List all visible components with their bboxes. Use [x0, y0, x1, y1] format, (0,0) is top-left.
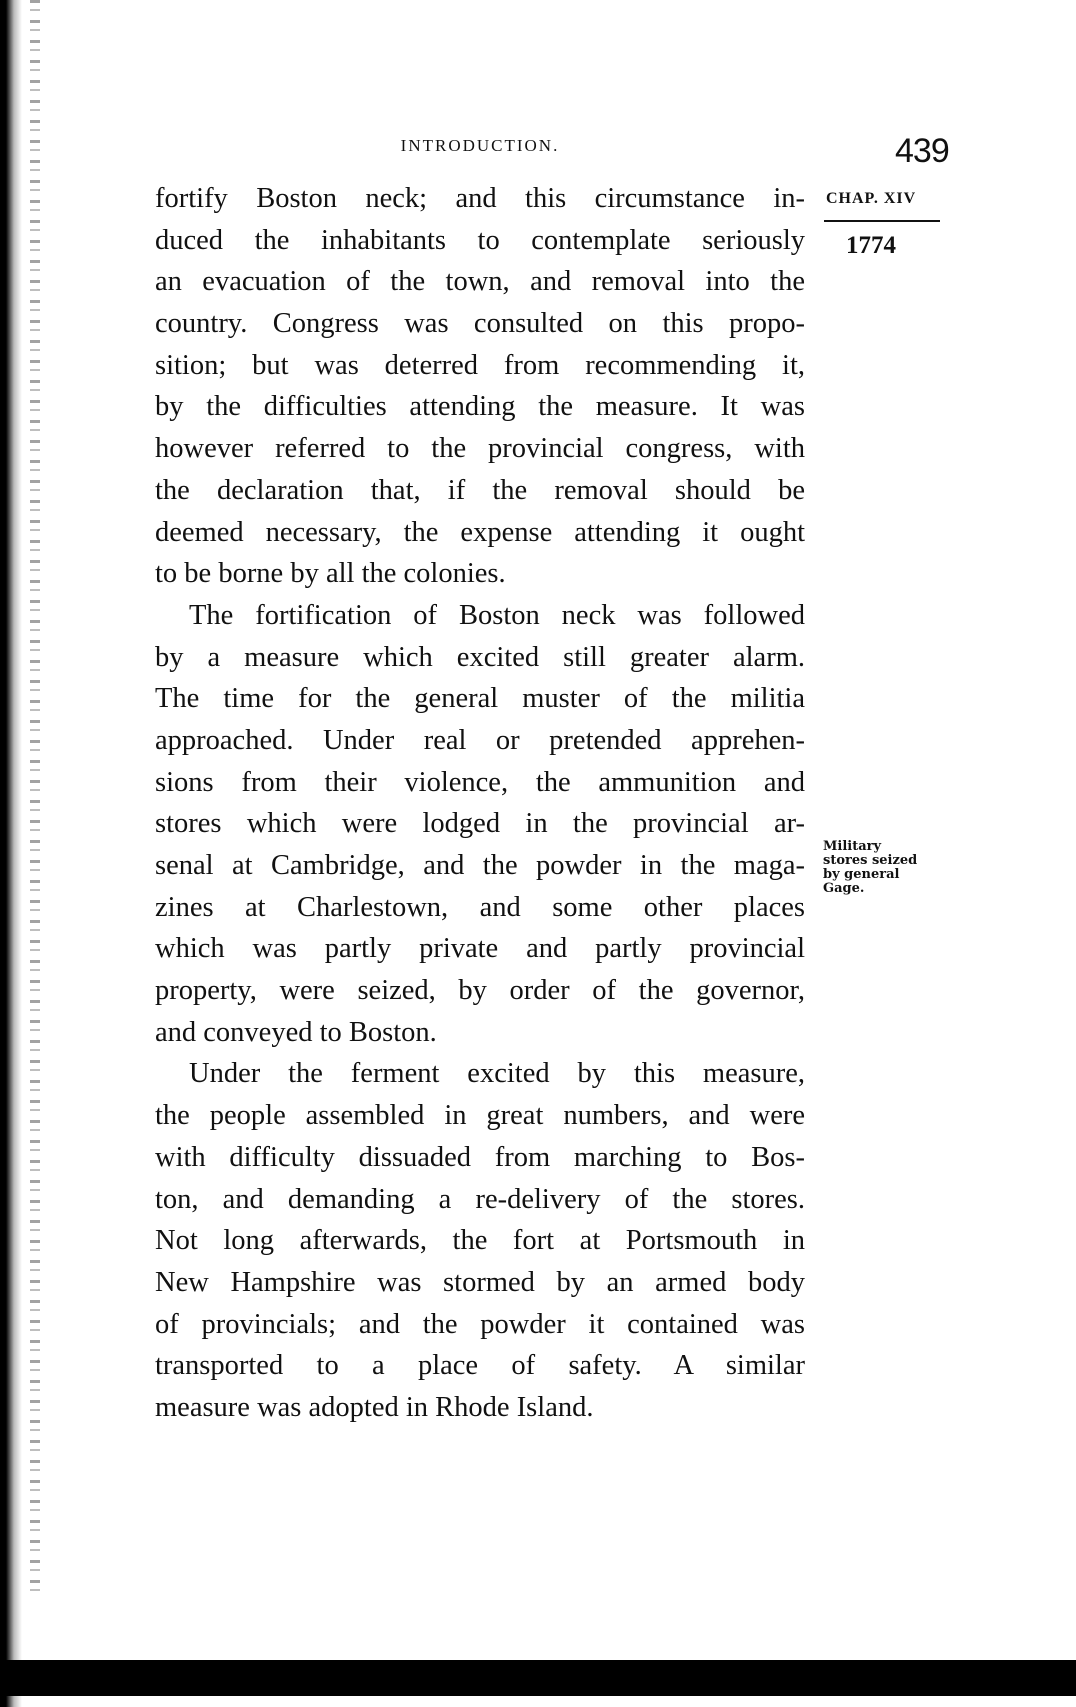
- text-line: The fortification of Boston neck was followed: [189, 599, 805, 631]
- text-line: and conveyed to Boston.: [155, 1016, 437, 1048]
- text-line: the declaration that, if the removal should be: [155, 474, 805, 506]
- side-note: [823, 840, 917, 896]
- page-number: 439: [895, 132, 949, 170]
- text-line: sition; but was deterred from recommending it,: [155, 349, 805, 381]
- scan-binding-edge: [0, 0, 22, 1707]
- side-note-line: Gage.: [823, 881, 865, 896]
- text-line: fortify Boston neck; and this circumstance in-: [155, 183, 805, 214]
- text-line: approached. Under real or pretended apprehen-: [155, 724, 805, 756]
- text-line: zines at Charlestown, and some other places: [155, 891, 805, 923]
- text-line: an evacuation of the town, and removal into the: [155, 266, 805, 298]
- body-text: [155, 178, 805, 1429]
- text-line: by the difficulties attending the measure. It was: [155, 391, 805, 423]
- text-line: duced the inhabitants to contemplate seriously: [155, 224, 805, 256]
- text-line: senal at Cambridge, and the powder in the maga-: [155, 850, 805, 881]
- text-line: The time for the general muster of the militia: [155, 683, 805, 715]
- text-line: measure was adopted in Rhode Island.: [155, 1391, 594, 1423]
- text-line: the people assembled in great numbers, and were: [155, 1100, 805, 1132]
- text-line: New Hampshire was stormed by an armed body: [155, 1266, 805, 1298]
- text-line: however referred to the provincial congress, with: [155, 433, 805, 465]
- text-line: transported to a place of safety. A similar: [155, 1350, 805, 1382]
- margin-rule: [824, 220, 940, 222]
- text-line: which was partly private and partly provincial: [155, 933, 805, 965]
- text-line: ton, and demanding a re-delivery of the stores.: [155, 1183, 805, 1215]
- scan-binding-shadow: [30, 0, 40, 1600]
- chapter-marker: CHAP. XIV: [826, 190, 917, 207]
- scan-bottom-edge: [0, 1660, 1076, 1696]
- side-note-line: stores seized: [823, 853, 918, 868]
- text-line: by a measure which excited still greater alarm.: [155, 641, 805, 673]
- text-line: deemed necessary, the expense attending it ought: [155, 516, 805, 548]
- text-line: Not long afterwards, the fort at Portsmouth in: [155, 1225, 805, 1257]
- side-note-line: by general: [823, 867, 900, 882]
- text-line: property, were seized, by order of the governor,: [155, 975, 805, 1007]
- text-line: to be borne by all the colonies.: [155, 558, 506, 590]
- text-line: Under the ferment excited by this measure,: [189, 1058, 805, 1090]
- text-line: with difficulty dissuaded from marching to Bos-: [155, 1141, 805, 1173]
- text-line: country. Congress was consulted on this propo-: [155, 308, 805, 340]
- text-line: of provincials; and the powder it contained was: [155, 1308, 805, 1340]
- text-line: stores which were lodged in the provincial ar-: [155, 808, 805, 840]
- year-marker: 1774: [846, 232, 896, 259]
- running-head: INTRODUCTION.: [400, 136, 560, 155]
- text-line: sions from their violence, the ammunition and: [155, 766, 805, 798]
- side-note-line: Military: [823, 839, 882, 854]
